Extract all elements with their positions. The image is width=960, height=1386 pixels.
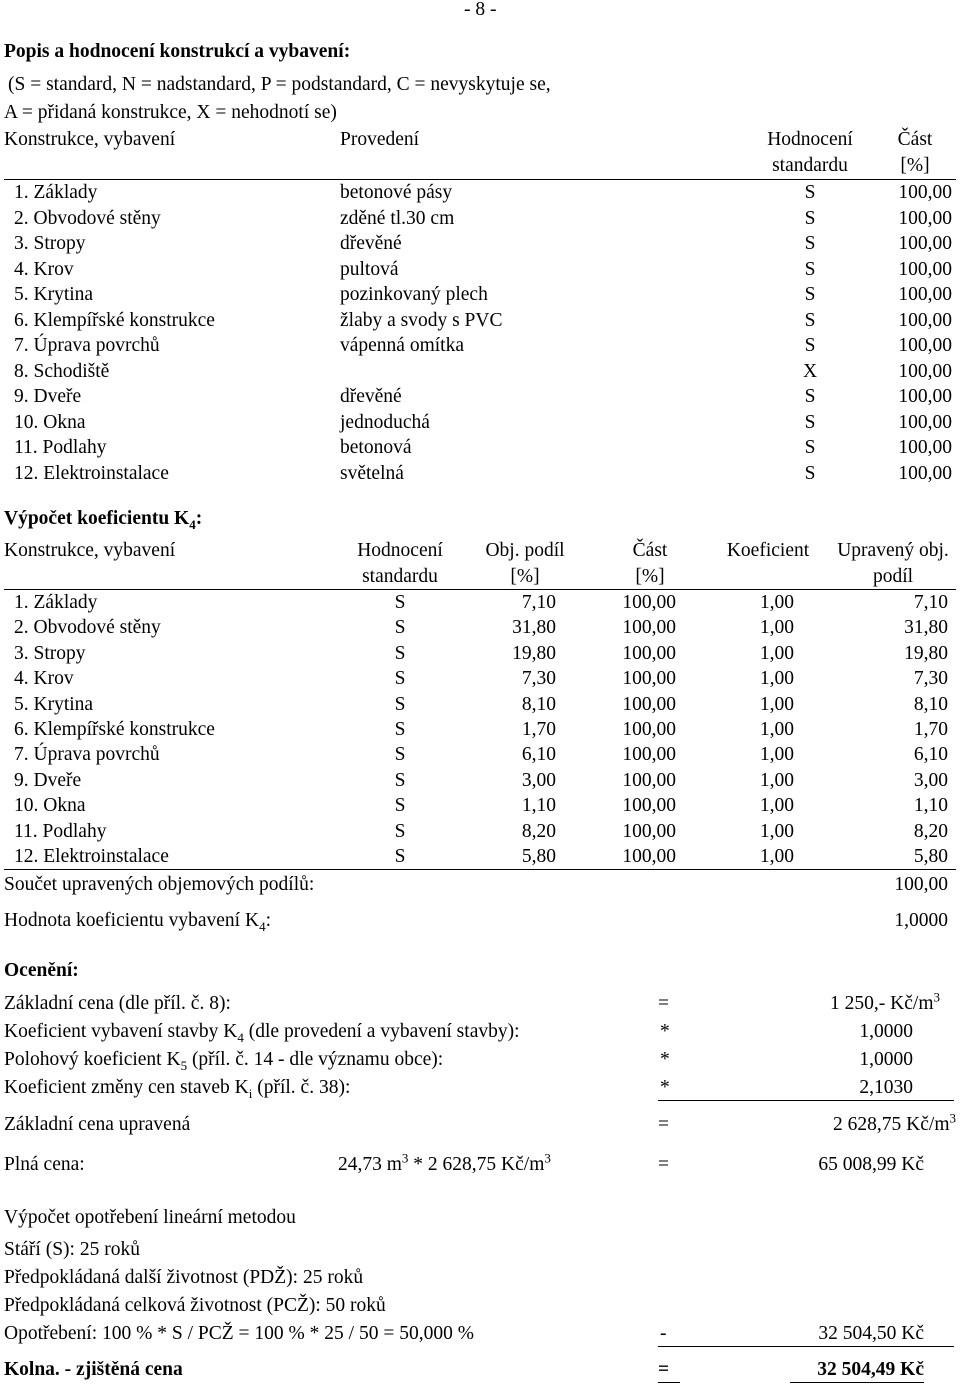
row-upraveny: 8,10 bbox=[913, 694, 948, 715]
plna-cena-calc: 24,73 $m^3 * 2$ 628,75 $Kč/m^3$ bbox=[338, 1150, 551, 1175]
row-cast: 100,00 bbox=[622, 744, 676, 765]
row-provedeni: betonové pásy bbox=[340, 182, 453, 203]
row-konstrukce: 10. Okna bbox=[14, 412, 86, 433]
row-cast: 100,00 bbox=[898, 386, 952, 407]
row-koeficient: 1,00 bbox=[759, 744, 794, 765]
row-hodnoceni: S bbox=[804, 182, 816, 203]
legend-line-2: A = přidaná konstrukce, X = nehodnotí se) bbox=[4, 102, 337, 123]
row-provedeni: vápenná omítka bbox=[340, 335, 464, 356]
row-upraveny: 6,10 bbox=[913, 744, 948, 765]
row-koeficient: 1,00 bbox=[759, 592, 794, 613]
ki-label: Koeficient změny cen staveb $K_i$ (příl. č. 38): bbox=[4, 1077, 351, 1101]
row-konstrukce: 4. Krov bbox=[14, 259, 74, 280]
row-hodnoceni: S bbox=[394, 770, 406, 791]
row-koeficient: 1,00 bbox=[759, 694, 794, 715]
k4-value: 1,0000 bbox=[894, 910, 948, 931]
row-obj-podil: 1,70 bbox=[521, 719, 556, 740]
row-hodnoceni: S bbox=[804, 259, 816, 280]
row-cast: 100,00 bbox=[622, 617, 676, 638]
row-provedeni: pultová bbox=[340, 259, 399, 280]
header-upraveny-line2: podíl bbox=[872, 566, 914, 587]
row-cast: 100,00 bbox=[622, 770, 676, 791]
k4-oceneni-op: * bbox=[660, 1021, 670, 1042]
row-upraveny: 1,10 bbox=[913, 795, 948, 816]
row-provedeni: dřevěné bbox=[340, 233, 402, 254]
upravena-op: = bbox=[658, 1114, 669, 1135]
zakladni-cena-op: = bbox=[658, 993, 669, 1014]
row-konstrukce: 9. Dveře bbox=[14, 770, 82, 791]
row-upraveny: 31,80 bbox=[904, 617, 948, 638]
row-hodnoceni: S bbox=[804, 437, 816, 458]
opotrebeni-label: Opotřebení: 100 % * S / PCŽ = 100 % * 25 / 50 = 50,000 % bbox=[4, 1323, 474, 1344]
header-hodnoceni-line2: standardu bbox=[362, 566, 438, 587]
row-upraveny: 19,80 bbox=[904, 643, 948, 664]
pcz: Předpokládaná celková životnost (PCŽ): 50 roků bbox=[4, 1295, 386, 1316]
row-cast: 100,00 bbox=[622, 592, 676, 613]
row-koeficient: 1,00 bbox=[759, 795, 794, 816]
row-konstrukce: 4. Krov bbox=[14, 668, 74, 689]
row-hodnoceni: S bbox=[804, 233, 816, 254]
plna-cena-value: 65 008,99 Kč bbox=[818, 1154, 924, 1175]
row-konstrukce: 7. Úprava povrchů bbox=[14, 744, 160, 765]
row-konstrukce: 2. Obvodové stěny bbox=[14, 208, 161, 229]
row-hodnoceni: S bbox=[394, 668, 406, 689]
row-hodnoceni: S bbox=[804, 463, 816, 484]
section-title-popis: Popis a hodnocení konstrukcí a vybavení: bbox=[4, 41, 351, 62]
k4-oceneni-value: 1,0000 bbox=[859, 1021, 913, 1042]
row-cast: 100,00 bbox=[898, 463, 952, 484]
row-obj-podil: 1,10 bbox=[521, 795, 556, 816]
row-upraveny: 1,70 bbox=[913, 719, 948, 740]
row-hodnoceni: S bbox=[394, 694, 406, 715]
row-cast: 100,00 bbox=[898, 310, 952, 331]
row-cast: 100,00 bbox=[898, 208, 952, 229]
stari: Stáří (S): 25 roků bbox=[4, 1239, 140, 1260]
row-provedeni: zděné tl.30 cm bbox=[340, 208, 455, 229]
row-obj-podil: 7,30 bbox=[521, 668, 556, 689]
header-konstrukce: Konstrukce, vybavení bbox=[4, 129, 176, 150]
row-konstrukce: 6. Klempířské konstrukce bbox=[14, 719, 215, 740]
row-hodnoceni: S bbox=[394, 846, 406, 867]
kolna-label: Kolna. - zjištěná cena bbox=[4, 1359, 183, 1380]
row-cast: 100,00 bbox=[898, 437, 952, 458]
zakladni-cena-value: 1 250,- $Kč/m^3$ bbox=[830, 989, 940, 1014]
row-cast: 100,00 bbox=[898, 182, 952, 203]
row-cast: 100,00 bbox=[622, 668, 676, 689]
kolna-value-underline bbox=[790, 1382, 924, 1383]
upravena-label: Základní cena upravená bbox=[4, 1114, 191, 1135]
row-koeficient: 1,00 bbox=[759, 617, 794, 638]
upravena-value: 2 628,75 $Kč/m^3$ bbox=[833, 1110, 956, 1135]
row-konstrukce: 3. Stropy bbox=[14, 643, 86, 664]
row-hodnoceni: S bbox=[394, 744, 406, 765]
row-koeficient: 1,00 bbox=[759, 846, 794, 867]
row-cast: 100,00 bbox=[622, 821, 676, 842]
sum-label: Součet upravených objemových podílů: bbox=[4, 874, 315, 895]
row-koeficient: 1,00 bbox=[759, 821, 794, 842]
ki-op: * bbox=[660, 1077, 670, 1098]
row-obj-podil: 6,10 bbox=[521, 744, 556, 765]
row-konstrukce: 11. Podlahy bbox=[14, 437, 107, 458]
row-provedeni: jednoduchá bbox=[340, 412, 430, 433]
row-hodnoceni: S bbox=[804, 208, 816, 229]
row-konstrukce: 2. Obvodové stěny bbox=[14, 617, 161, 638]
plna-cena-op: = bbox=[658, 1154, 669, 1175]
row-hodnoceni: S bbox=[804, 284, 816, 305]
header-konstrukce: Konstrukce, vybavení bbox=[4, 540, 176, 561]
row-cast: 100,00 bbox=[898, 335, 952, 356]
row-hodnoceni: S bbox=[394, 643, 406, 664]
header-koeficient: Koeficient bbox=[726, 540, 810, 561]
k5-label: Polohový koeficient $K_5$ (příl. č. 14 - dle významu obce): bbox=[4, 1049, 444, 1073]
row-cast: 100,00 bbox=[622, 719, 676, 740]
row-provedeni: žlaby a svody s PVC bbox=[340, 310, 503, 331]
header-rule bbox=[4, 179, 956, 180]
row-konstrukce: 11. Podlahy bbox=[14, 821, 107, 842]
row-hodnoceni: S bbox=[394, 592, 406, 613]
row-cast: 100,00 bbox=[898, 361, 952, 382]
zakladni-cena-label: Základní cena (dle příl. č. 8): bbox=[4, 993, 231, 1014]
row-upraveny: 3,00 bbox=[913, 770, 948, 791]
k4-oceneni-label: Koeficient vybavení stavby $K_4$ (dle provedení a vybavení stavby): bbox=[4, 1021, 520, 1045]
ki-value: 2,1030 bbox=[859, 1077, 913, 1098]
header-provedeni: Provedení bbox=[340, 129, 420, 150]
row-konstrukce: 5. Krytina bbox=[14, 284, 94, 305]
row-konstrukce: 1. Základy bbox=[14, 592, 98, 613]
legend-line-1: (S = standard, N = nadstandard, P = podstandard, C = nevyskytuje se, bbox=[8, 74, 551, 95]
header-obj-podil-line2: [%] bbox=[510, 566, 540, 587]
header-upraveny: Upravený obj. bbox=[837, 540, 949, 561]
row-konstrukce: 5. Krytina bbox=[14, 694, 94, 715]
opotrebeni-value: 32 504,50 Kč bbox=[818, 1323, 924, 1344]
row-konstrukce: 8. Schodiště bbox=[14, 361, 110, 382]
row-upraveny: 7,30 bbox=[913, 668, 948, 689]
row-hodnoceni: S bbox=[804, 412, 816, 433]
header-cast: Část bbox=[632, 540, 668, 561]
opotrebeni-title: Výpočet opotřebení lineární metodou bbox=[4, 1207, 296, 1228]
row-cast: 100,00 bbox=[622, 694, 676, 715]
pdz: Předpokládaná další životnost (PDŽ): 25 roků bbox=[4, 1267, 364, 1288]
row-cast: 100,00 bbox=[622, 643, 676, 664]
row-obj-podil: 7,10 bbox=[521, 592, 556, 613]
header-cast: Část bbox=[897, 129, 933, 150]
row-upraveny: 8,20 bbox=[913, 821, 948, 842]
header-obj-podil: Obj. podíl bbox=[485, 540, 565, 561]
row-koeficient: 1,00 bbox=[759, 719, 794, 740]
row-konstrukce: 3. Stropy bbox=[14, 233, 86, 254]
row-cast: 100,00 bbox=[898, 259, 952, 280]
section-title-oceneni: Ocenění: bbox=[4, 960, 79, 981]
row-upraveny: 5,80 bbox=[913, 846, 948, 867]
row-hodnoceni: S bbox=[394, 795, 406, 816]
row-konstrukce: 12. Elektroinstalace bbox=[14, 846, 169, 867]
kolna-op-underline bbox=[658, 1382, 680, 1383]
section-title-vypocet: Výpočet koeficientu $K_4$: bbox=[4, 508, 203, 532]
row-provedeni: pozinkovaný plech bbox=[340, 284, 488, 305]
table-bottom-rule bbox=[4, 869, 956, 870]
row-obj-podil: 5,80 bbox=[521, 846, 556, 867]
kolna-op: = bbox=[658, 1359, 670, 1380]
row-cast: 100,00 bbox=[622, 795, 676, 816]
row-obj-podil: 8,10 bbox=[521, 694, 556, 715]
kolna-value: 32 504,49 Kč bbox=[817, 1359, 924, 1380]
row-provedeni: dřevěné bbox=[340, 386, 402, 407]
header-rule bbox=[4, 589, 956, 590]
row-hodnoceni: S bbox=[804, 310, 816, 331]
row-konstrukce: 6. Klempířské konstrukce bbox=[14, 310, 215, 331]
row-konstrukce: 1. Základy bbox=[14, 182, 98, 203]
k4-label: Hodnota koeficientu vybavení $K_4$: bbox=[4, 910, 271, 934]
row-cast: 100,00 bbox=[622, 846, 676, 867]
row-koeficient: 1,00 bbox=[759, 770, 794, 791]
row-upraveny: 7,10 bbox=[913, 592, 948, 613]
k5-value: 1,0000 bbox=[859, 1049, 913, 1070]
opotrebeni-op: - bbox=[660, 1323, 667, 1344]
row-provedeni: světelná bbox=[340, 463, 404, 484]
row-konstrukce: 12. Elektroinstalace bbox=[14, 463, 169, 484]
row-obj-podil: 19,80 bbox=[512, 643, 556, 664]
opotrebeni-rule bbox=[658, 1346, 954, 1347]
header-cast-line2: [%] bbox=[900, 155, 930, 176]
header-hodnoceni: Hodnocení bbox=[767, 129, 853, 150]
row-hodnoceni: S bbox=[394, 719, 406, 740]
row-obj-podil: 3,00 bbox=[521, 770, 556, 791]
row-hodnoceni: S bbox=[804, 335, 816, 356]
header-hodnoceni-line2: standardu bbox=[772, 155, 848, 176]
k5-op: * bbox=[660, 1049, 670, 1070]
header-hodnoceni: Hodnocení bbox=[357, 540, 443, 561]
row-obj-podil: 31,80 bbox=[512, 617, 556, 638]
oceneni-rule bbox=[658, 1100, 954, 1101]
row-cast: 100,00 bbox=[898, 233, 952, 254]
row-hodnoceni: S bbox=[394, 617, 406, 638]
row-konstrukce: 10. Okna bbox=[14, 795, 86, 816]
row-cast: 100,00 bbox=[898, 412, 952, 433]
sum-value: 100,00 bbox=[894, 874, 948, 895]
row-hodnoceni: S bbox=[804, 386, 816, 407]
row-provedeni: betonová bbox=[340, 437, 412, 458]
row-hodnoceni: S bbox=[394, 821, 406, 842]
row-konstrukce: 7. Úprava povrchů bbox=[14, 335, 160, 356]
row-hodnoceni: X bbox=[802, 361, 818, 382]
row-cast: 100,00 bbox=[898, 284, 952, 305]
row-koeficient: 1,00 bbox=[759, 668, 794, 689]
plna-cena-label: Plná cena: bbox=[4, 1154, 85, 1175]
header-cast-line2: [%] bbox=[635, 566, 665, 587]
row-obj-podil: 8,20 bbox=[521, 821, 556, 842]
page-number: - 8 - bbox=[464, 0, 497, 20]
row-konstrukce: 9. Dveře bbox=[14, 386, 82, 407]
row-koeficient: 1,00 bbox=[759, 643, 794, 664]
